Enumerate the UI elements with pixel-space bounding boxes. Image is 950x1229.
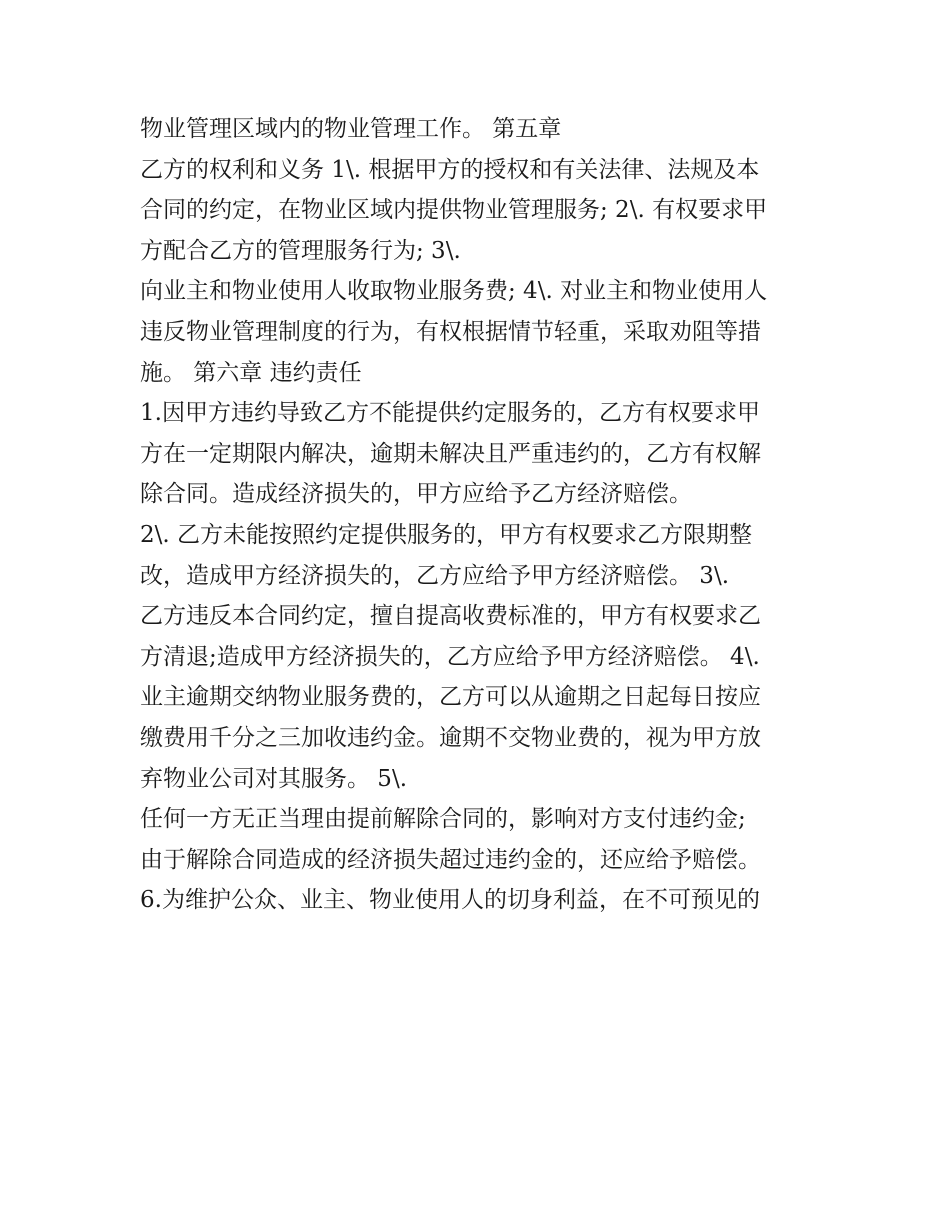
contract-text-body <box>140 109 820 921</box>
text-line: 乙方违反本合同约定，擅自提高收费标准的，甲方有权要求乙 <box>140 603 761 630</box>
text-line: 方清退;造成甲方经济损失的，乙方应给予甲方经济赔偿。 4\. <box>140 643 760 670</box>
text-line: 方在一定期限内解决，逾期未解决且严重违约的，乙方有权解 <box>140 440 761 467</box>
text-line: 改，造成甲方经济损失的，乙方应给予甲方经济赔偿。 3\. <box>140 562 730 589</box>
text-line: 由于解除合同造成的经济损失超过违约金的，还应给予赔偿。 <box>140 846 761 873</box>
text-line: 物业管理区域内的物业管理工作。 第五章 <box>140 116 562 142</box>
text-line: 方配合乙方的管理服务行为; 3\. <box>140 237 461 264</box>
text-line: 6.为维护公众、业主、物业使用人的切身利益，在不可预见的 <box>140 887 760 914</box>
text-line: 向业主和物业使用人收取物业服务费; 4\. 对业主和物业使用人 <box>140 278 768 305</box>
text-line: 业主逾期交纳物业服务费的，乙方可以从逾期之日起每日按应 <box>140 684 761 711</box>
text-line: 任何一方无正当理由提前解除合同的，影响对方支付违约金; <box>140 806 746 833</box>
text-line: 乙方的权利和义务 1\. 根据甲方的授权和有关法律、法规及本 <box>140 156 760 183</box>
text-line: 施。 第六章 违约责任 <box>140 359 362 386</box>
text-line: 合同的约定，在物业区域内提供物业管理服务; 2\. 有权要求甲 <box>140 197 768 224</box>
text-line: 2\. 乙方未能按照约定提供服务的，甲方有权要求乙方限期整 <box>140 521 753 548</box>
text-line: 违反物业管理制度的行为，有权根据情节轻重，采取劝阻等措 <box>140 318 761 345</box>
text-line: 弃物业公司对其服务。 5\. <box>140 765 408 792</box>
text-line: 除合同。造成经济损失的，甲方应给予乙方经济赔偿。 <box>140 481 692 508</box>
text-line: 缴费用千分之三加收违约金。逾期不交物业费的，视为甲方放 <box>140 724 761 751</box>
text-line: 1.因甲方违约导致乙方不能提供约定服务的，乙方有权要求甲 <box>140 400 760 427</box>
